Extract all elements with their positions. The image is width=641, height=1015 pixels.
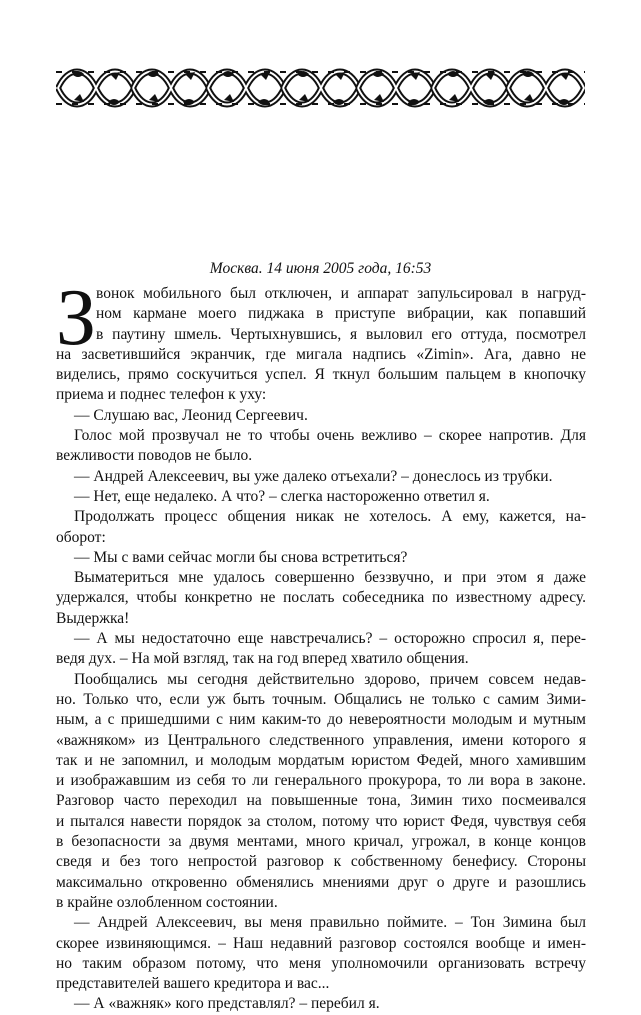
text-line: — Андрей Алексеевич, вы меня правильно поймите. – Тон Зимина был xyxy=(74,914,586,932)
chapter-text xyxy=(56,274,586,1015)
text-line: но таким образом потому, что меня уполномочили организовать встречу xyxy=(56,954,586,972)
text-line: в крайне озлобленном состоянии. xyxy=(56,893,278,911)
text-line: — А мы недостаточно еще навстречались? – осторожно спросил я, пере- xyxy=(74,630,586,648)
text-line: скорее извиняющимся. – Наш недавний разговор состоялся вообще и имен- xyxy=(56,934,586,952)
text-line: удержался, чтобы конкретно не послать собеседника по известному адресу. xyxy=(56,589,586,607)
text-line: — Нет, еще недалеко. А что? – слегка настороженно ответил я. xyxy=(74,487,490,505)
text-line: и пытался навести порядок за столом, потому что юрист Федя, чувствуя себя xyxy=(56,812,586,830)
text-line: — Мы с вами сейчас могли бы снова встретиться? xyxy=(74,548,408,566)
text-line: ном кармане моего пиджака в приступе вибрации, как попавший xyxy=(96,305,586,323)
text-line: приема и поднес телефон к уху: xyxy=(56,386,267,404)
text-line: Выдержка! xyxy=(56,609,130,627)
text-line: так и не запомнил, и молодым мордатым юристом Федей, много хамившим xyxy=(56,751,586,769)
text-line: Выматериться мне удалось совершенно беззвучно, и при этом я даже xyxy=(74,569,586,587)
text-line: в паутину шмель. Чертыхнувшись, я выловил его оттуда, посмотрел xyxy=(96,325,586,343)
text-line: вонок мобильного был отключен, и аппарат запульсировал в нагруд- xyxy=(96,285,586,302)
text-line: и изображавшим из себя то ли генерального прокурора, то ли вора в законе. xyxy=(56,772,586,790)
text-line: ведя дух. – На мой взгляд, так на год вперед хватило общения. xyxy=(56,650,469,668)
text-line: сведя и без того непростой разговор к собственному бенефису. Стороны xyxy=(56,853,586,871)
text-line: — А «важняк» кого представлял? – перебил я. xyxy=(74,995,380,1013)
text-line: — Слушаю вас, Леонид Сергеевич. xyxy=(74,406,308,424)
text-line: вежливости поводов не было. xyxy=(56,447,253,465)
celtic-knot-ornament xyxy=(56,64,585,112)
text-line: в безопасности за двумя ментами, много кричал, угрожал, в конце концов xyxy=(56,833,586,851)
text-line: Голос мой прозвучал не то чтобы очень вежливо – скорее напротив. Для xyxy=(74,427,586,445)
text-line: максимально откровенно обменялись мнениями друг о друге и разошлись xyxy=(56,873,586,891)
text-line: — Андрей Алексеевич, вы уже далеко отъехали? – донеслось из трубки. xyxy=(74,467,553,485)
text-line: виделись, прямо соскучиться успел. Я ткнул большим пальцем в кнопочку xyxy=(56,366,586,384)
text-line: Продолжать процесс общения никак не хотелось. А ему, кажется, на- xyxy=(74,508,586,526)
text-line: на засветившийся экранчик, где мигала надпись «Zimin». Ага, давно не xyxy=(56,345,586,363)
dateline: Москва. 14 июня 2005 года, 16:53 xyxy=(209,260,432,277)
text-line: представителей вашего кредитора и вас... xyxy=(56,975,330,993)
text-line: Разговор часто переходил на повышенные тона, Зимин тихо посмеивался xyxy=(56,792,586,810)
text-line: «важняком» из Центрального следственного управления, имени которого я xyxy=(56,731,586,749)
text-line: ным, а с пришедшими с ним каким-то до невероятности молодым и мутным xyxy=(56,711,586,729)
text-line: но. Только что, если уж быть точным. Общались не только с самим Зими- xyxy=(56,690,586,708)
text-line: Пообщались мы сегодня действительно здорово, причем совсем недав- xyxy=(74,670,586,688)
text-line: оборот: xyxy=(56,528,106,546)
drop-cap: З xyxy=(56,274,97,362)
